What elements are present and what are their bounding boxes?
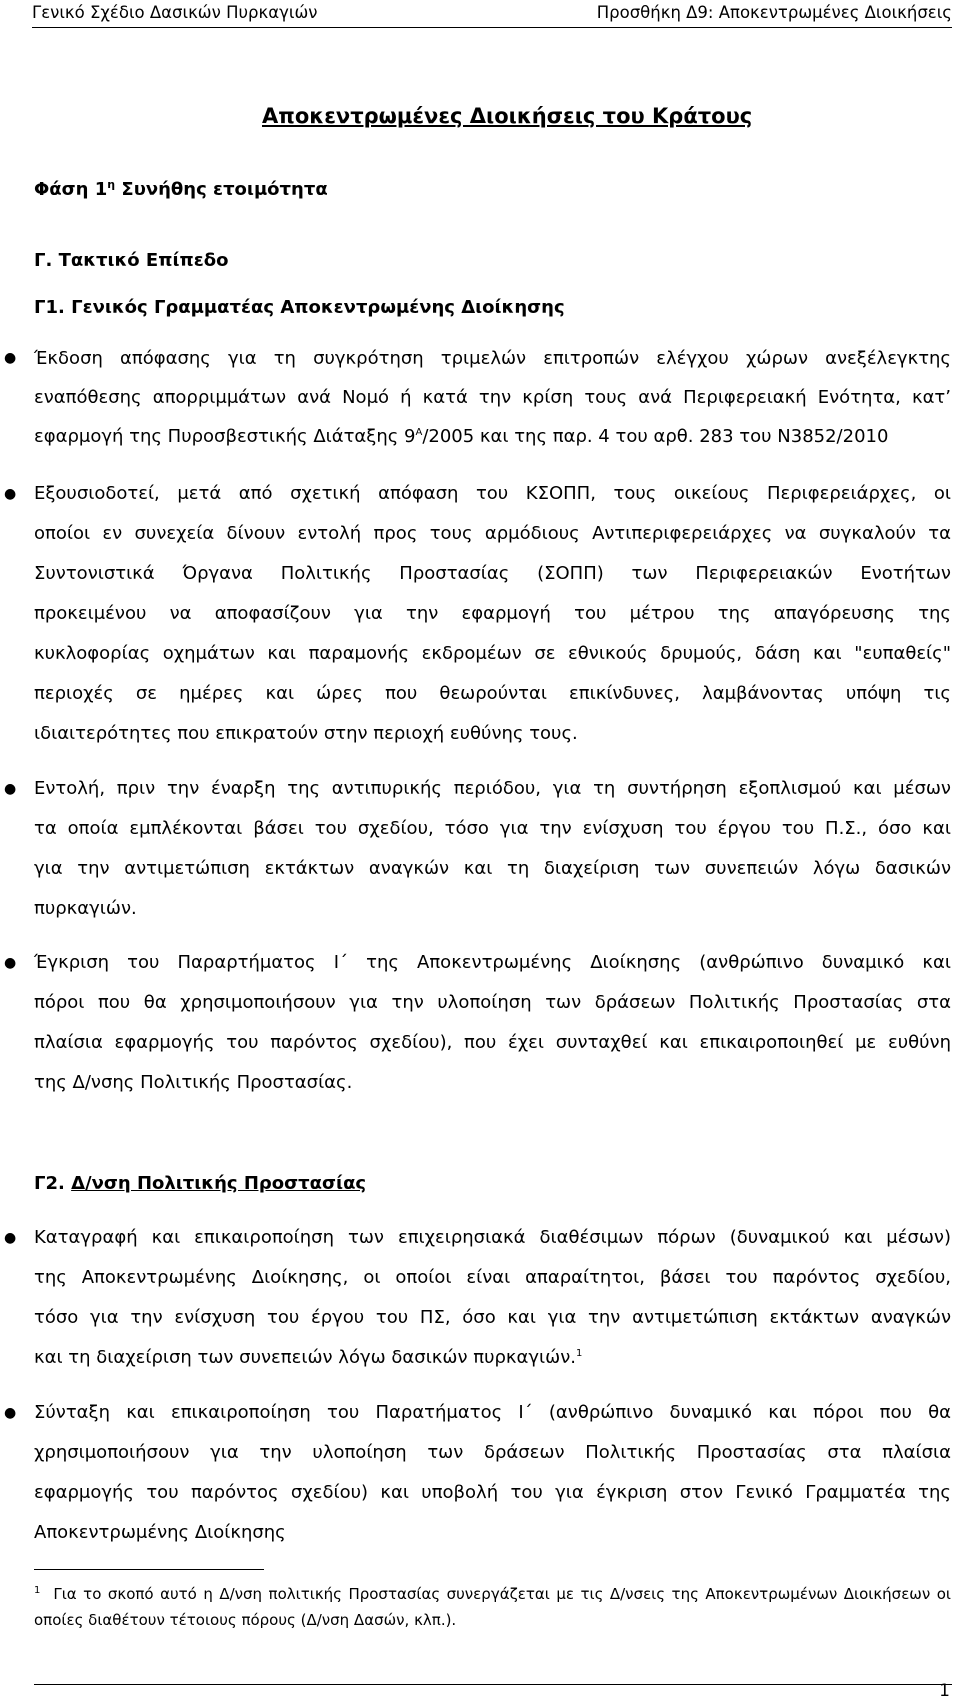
text-line: Συντονιστικά Όργανα Πολιτικής Προστασίας (ΣΟΠΠ) των Περιφερειακών Ενοτήτων	[34, 563, 951, 584]
text-line: πόροι που θα χρησιμοποιήσουν για την υλοποίηση των δράσεων Πολιτικής Προστασίας στα	[34, 992, 951, 1013]
footnote-line: οποίες διαθέτουν τέτοιους πόρους (Δ/νση Δασών, κλπ.).	[34, 1611, 457, 1629]
text-line: Καταγραφή και επικαιροποίηση των επιχειρησιακά διαθέσιμων πόρων (δυναμικού και μέσων)	[34, 1227, 951, 1248]
text-line: Έγκριση του Παραρτήματος Ι΄ της Αποκεντρωμένης Διοίκησης (ανθρώπινο δυναμικό και	[34, 952, 951, 973]
text-line: πυρκαγιών.	[34, 898, 137, 919]
section-heading-g2: Γ2. Δ/νση Πολιτικής Προστασίας	[34, 1173, 367, 1194]
text-line: Αποκεντρωμένης Διοίκησης	[34, 1522, 286, 1543]
text-line: ιδιαιτερότητες που επικρατούν στην περιοχή ευθύνης τους.	[34, 723, 578, 744]
bullet-icon: ●	[4, 486, 17, 502]
text-line: προκειμένου να αποφασίζουν για την εφαρμογή του μέτρου της απαγόρευσης της	[34, 603, 951, 624]
text-line: της Δ/νσης Πολιτικής Προστασίας.	[34, 1072, 353, 1093]
bullet-icon: ●	[4, 350, 17, 366]
text-line: τα οποία εμπλέκονται βάσει του σχεδίου, τόσο για την ενίσχυση του έργου του Π.Σ., όσο και	[34, 818, 951, 839]
text-line: εφαρμογή της Πυροσβεστικής Διάταξης $9^A/2005$ και της παρ. 4 του αρθ. 283 του Ν3852/2010	[34, 426, 889, 447]
text-line: και τη διαχείριση των συνεπειών λόγω δασικών πυρκαγιών.$^1$	[34, 1347, 583, 1368]
document-title: Αποκεντρωμένες Διοικήσεις του Κράτους	[262, 104, 753, 128]
header-left: Γενικό Σχέδιο Δασικών Πυρκαγιών	[32, 3, 318, 22]
text-line: πλαίσια εφαρμογής του παρόντος σχεδίου), που έχει συνταχθεί και επικαιροποιηθεί με ευθύνη	[34, 1032, 951, 1053]
footnote-divider	[34, 1569, 264, 1570]
section-heading-g1: Γ1. Γενικός Γραμματέας Αποκεντρωμένης Διοίκησης	[34, 297, 565, 318]
footnote-ref[interactable]: 1	[576, 1348, 583, 1359]
text-line: χρησιμοποιήσουν για την υλοποίηση των δράσεων Πολιτικής Προστασίας στα πλαίσια	[34, 1442, 951, 1463]
text-line: Σύνταξη και επικαιροποίηση του Παρατήματος Ι΄ (ανθρώπινο δυναμικό και πόροι που θα	[34, 1402, 951, 1423]
text-line: τόσο για την ενίσχυση του έργου του ΠΣ, όσο και για την αντιμετώπιση εκτάκτων αναγκών	[34, 1307, 951, 1328]
text-line: Εξουσιοδοτεί, μετά από σχετική απόφαση του ΚΣΟΠΠ, τους οικείους Περιφερειάρχες, οι	[34, 483, 951, 504]
section-heading-g: Γ. Τακτικό Επίπεδο	[34, 250, 229, 271]
text-line: για την αντιμετώπιση εκτάκτων αναγκών και τη διαχείριση των συνεπειών λόγω δασικών	[34, 858, 951, 879]
text-line: Εντολή, πριν την έναρξη της αντιπυρικής περιόδου, για τη συντήρηση εξοπλισμού και μέσων	[34, 778, 951, 799]
page-number: 1	[939, 1681, 950, 1701]
bullet-icon: ●	[4, 781, 17, 797]
text-line: εναπόθεσης απορριμμάτων ανά Νομό ή κατά την κρίση τους ανά Περιφερειακή Ενότητα, κατ’	[34, 387, 951, 408]
text-line: οποίοι εν συνεχεία δίνουν εντολή προς τους αρμόδιους Αντιπεριφερειάρχες να συγκαλούν τα	[34, 523, 951, 544]
text-line: Έκδοση απόφασης για τη συγκρότηση τριμελών επιτροπών ελέγχου χώρων ανεξέλεγκτης	[34, 348, 951, 369]
text-line: περιοχές σε ημέρες και ώρες που θεωρούνται επικίνδυνες, λαμβάνοντας υπόψη τις	[34, 683, 951, 704]
bullet-icon: ●	[4, 1405, 17, 1421]
text-line: κυκλοφορίας οχημάτων και παραμονής εκδρομέων σε εθνικούς δρυμούς, δάση και "ευπαθείς"	[34, 643, 951, 664]
page-header	[32, 0, 952, 28]
bullet-icon: ●	[4, 955, 17, 971]
phase-heading: Φάση $1^\eta$ Συνήθης ετοιμότητα	[34, 178, 328, 200]
header-right: Προσθήκη Δ9: Αποκεντρωμένες Διοικήσεις	[596, 3, 952, 22]
footnote-line: $^1$ Για το σκοπό αυτό η Δ/νση πολιτικής Προστασίας συνεργάζεται με τις Δ/νσεις της Αποκεντρωμένων Διοικήσεων οι	[34, 1585, 951, 1603]
footer-divider	[34, 1684, 952, 1685]
text-line: εφαρμογής του παρόντος σχεδίου) και υποβολή του για έγκριση στον Γενικό Γραμματέα της	[34, 1482, 951, 1503]
text-line: της Αποκεντρωμένης Διοίκησης, οι οποίοι είναι απαραίτητοι, βάσει του παρόντος σχεδίου,	[34, 1267, 951, 1288]
bullet-icon: ●	[4, 1230, 17, 1246]
